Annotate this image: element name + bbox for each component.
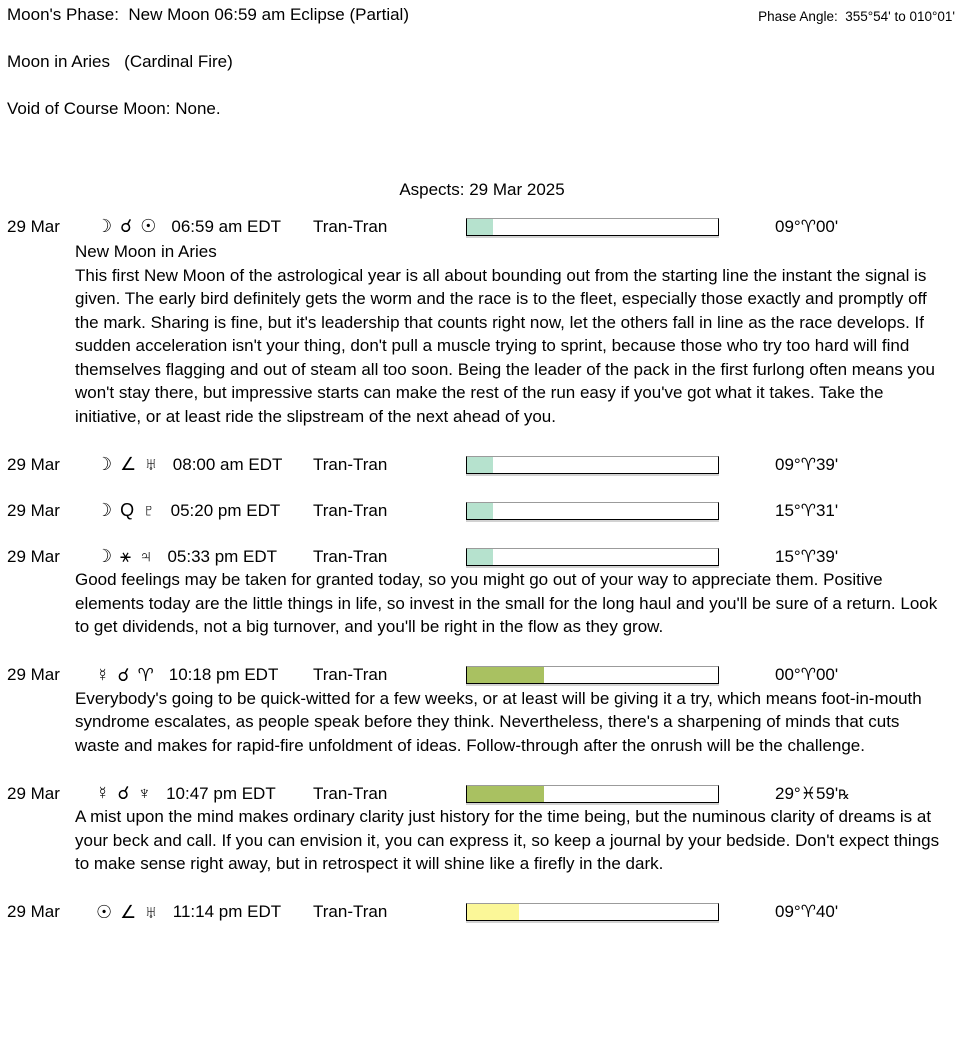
aspect-time: 06:59 am EDT (171, 216, 281, 236)
aspect-row-left (7, 546, 306, 567)
aspect-position (719, 665, 964, 685)
orb-progress-fill (467, 904, 519, 920)
aspect-row (7, 783, 964, 876)
aspect-row-line (7, 500, 964, 520)
moon-conjunct-sun-glyphs: ☽ ☌ ☉ (96, 216, 157, 236)
aspect-date: 29 Mar (7, 454, 60, 474)
aspect-position (719, 547, 964, 567)
orb-progress-fill (467, 457, 493, 473)
aspect-position (719, 902, 964, 922)
aspect-description: A mist upon the mind makes ordinary clarity just history for the time being, but the numinous clarity of dreams is at your beck and call. If you can envision it, you can express it, so keep a journal by your bedside. Don't expect things to make sense right away, but in retrospect it will shine like a firefly in the dark. (75, 807, 940, 873)
aspect-row-left (7, 902, 306, 923)
aspect-row-line (7, 216, 964, 236)
aspect-position-value: 29°♓59' (775, 783, 839, 803)
aspect-type: Tran-Tran (313, 783, 388, 803)
aspect-row-left (7, 783, 306, 804)
aspect-date: 29 Mar (7, 665, 60, 684)
aspects-title: Aspects: 29 Mar 2025 (399, 180, 565, 199)
orb-progress-bar (466, 502, 719, 520)
orb-progress-fill (467, 503, 493, 519)
orb-progress-fill (467, 549, 493, 565)
moon-quintile-pluto-glyphs: ☽ Q ♇ (96, 500, 156, 520)
aspect-row-left (7, 454, 306, 475)
orb-progress-fill (467, 219, 493, 235)
moon-semisquare-uranus-glyphs: ☽ ∠ ♅ (96, 454, 158, 474)
aspect-description: This first New Moon of the astrological year is all about bounding out from the starting line the instant the signal is given. The early bird definitely gets the worm and the race is to the fleet, especially those exactly and promptly off the mark. Sharing is fine, but it's leadership that counts right now, let the others fall in line as the race develops. If sudden acceleration isn't your thing, don't pull a muscle trying to sprint, because those who try too hard will find themselves flagging and out of steam all too soon. Being the leader of the pack in the first furlong often means you won't stay there, but impressive starts can make the rest of the run easy if you've got what it takes. Take the initiative, or at least ride the slipstream of the next ahead of you. (75, 265, 935, 426)
aspect-date: 29 Mar (7, 546, 60, 566)
orb-progress-fill (467, 786, 544, 802)
aspect-row (7, 216, 964, 428)
phase-angle-text: Phase Angle: 355°54' to 010°01' (758, 9, 955, 24)
aspect-row (7, 902, 964, 922)
moons-phase-line: Moon's Phase: New Moon 06:59 am Eclipse (Partial) (7, 5, 409, 24)
aspects-list (7, 216, 964, 922)
aspect-row-line (7, 783, 964, 803)
orb-progress-bar (466, 666, 719, 684)
aspect-type: Tran-Tran (313, 665, 388, 684)
orb-progress-bar (466, 548, 719, 566)
aspect-date: 29 Mar (7, 500, 60, 520)
orb-progress-bar (466, 218, 719, 236)
aspect-time: 10:18 pm EDT (168, 665, 279, 684)
aspect-type: Tran-Tran (313, 546, 388, 566)
aspect-type: Tran-Tran (313, 454, 388, 474)
aspect-position (719, 501, 964, 521)
aspect-row-left (7, 665, 306, 686)
orb-progress-bar (466, 785, 719, 803)
aspect-type: Tran-Tran (313, 902, 388, 921)
aspect-position-value: 15°♈39' (775, 546, 839, 566)
aspect-time: 10:47 pm EDT (166, 783, 276, 803)
aspect-position (719, 217, 964, 237)
orb-progress-fill (467, 667, 544, 683)
aspect-row-line (7, 665, 964, 685)
aspect-row-left (7, 500, 306, 521)
retrograde-icon: ℞ (838, 786, 850, 802)
aspect-position-value: 09°♈39' (775, 454, 839, 474)
aspect-time: 05:33 pm EDT (167, 546, 278, 566)
aspect-position-value: 09°♈00' (775, 216, 839, 236)
aspect-row-line (7, 902, 964, 922)
aspect-type: Tran-Tran (313, 500, 388, 520)
orb-progress-bar (466, 903, 719, 921)
aspect-row-line (7, 546, 964, 566)
aspect-time: 11:14 pm EDT (172, 902, 282, 921)
aspect-row (7, 546, 964, 639)
aspect-description: Good feelings may be taken for granted today, so you might go out of your way to appreciate them. Positive elements today are the little things in life, so invest in the small for the long haul and you'll be sure of a return. Look to get dividends, not a big turnover, and you'll be right in the flow as they grow. (75, 570, 938, 636)
aspect-subtitle: New Moon in Aries (75, 242, 217, 261)
sun-semisquare-uranus-glyphs: ☉ ∠ ♅ (96, 901, 158, 922)
mercury-conjunct-neptune-glyphs: ☿ ☌ ♆ (96, 783, 152, 803)
aspect-position (719, 784, 964, 804)
aspect-type: Tran-Tran (313, 216, 388, 236)
aspect-date: 29 Mar (7, 216, 60, 236)
aspect-position-value: 15°♈31' (775, 500, 839, 520)
aspect-time: 05:20 pm EDT (170, 500, 281, 520)
moon-sign-line: Moon in Aries (Cardinal Fire) (7, 52, 233, 71)
aspect-row-left (7, 216, 306, 237)
aspect-row (7, 500, 964, 520)
aspect-date: 29 Mar (7, 783, 60, 803)
aspect-row-line (7, 454, 964, 474)
aspect-row (7, 454, 964, 474)
aspect-position-value: 09°♈40' (775, 902, 839, 921)
mercury-conjunct-aries-ingress-glyphs: ☿ ☌ ♈ (96, 664, 154, 685)
aspect-position-value: 00°♈00' (775, 665, 839, 684)
aspect-date: 29 Mar (7, 902, 60, 921)
aspect-row (7, 665, 964, 758)
aspect-time: 08:00 am EDT (172, 454, 283, 474)
orb-progress-bar (466, 456, 719, 474)
moon-sextile-jupiter-glyphs: ☽ ⚹ ♃ (96, 546, 153, 566)
void-of-course-line: Void of Course Moon: None. (7, 99, 221, 118)
aspect-position (719, 455, 964, 475)
aspect-description: Everybody's going to be quick-witted for a few weeks, or at least will be giving it a try, which means foot-in-mouth syndrome escalates, as people speak before they think. Nevertheless, there's a sharpening of minds that cuts waste and makes for rapid-fire unfoldment of ideas. Follow-through after the onrush will be the challenge. (75, 688, 922, 755)
